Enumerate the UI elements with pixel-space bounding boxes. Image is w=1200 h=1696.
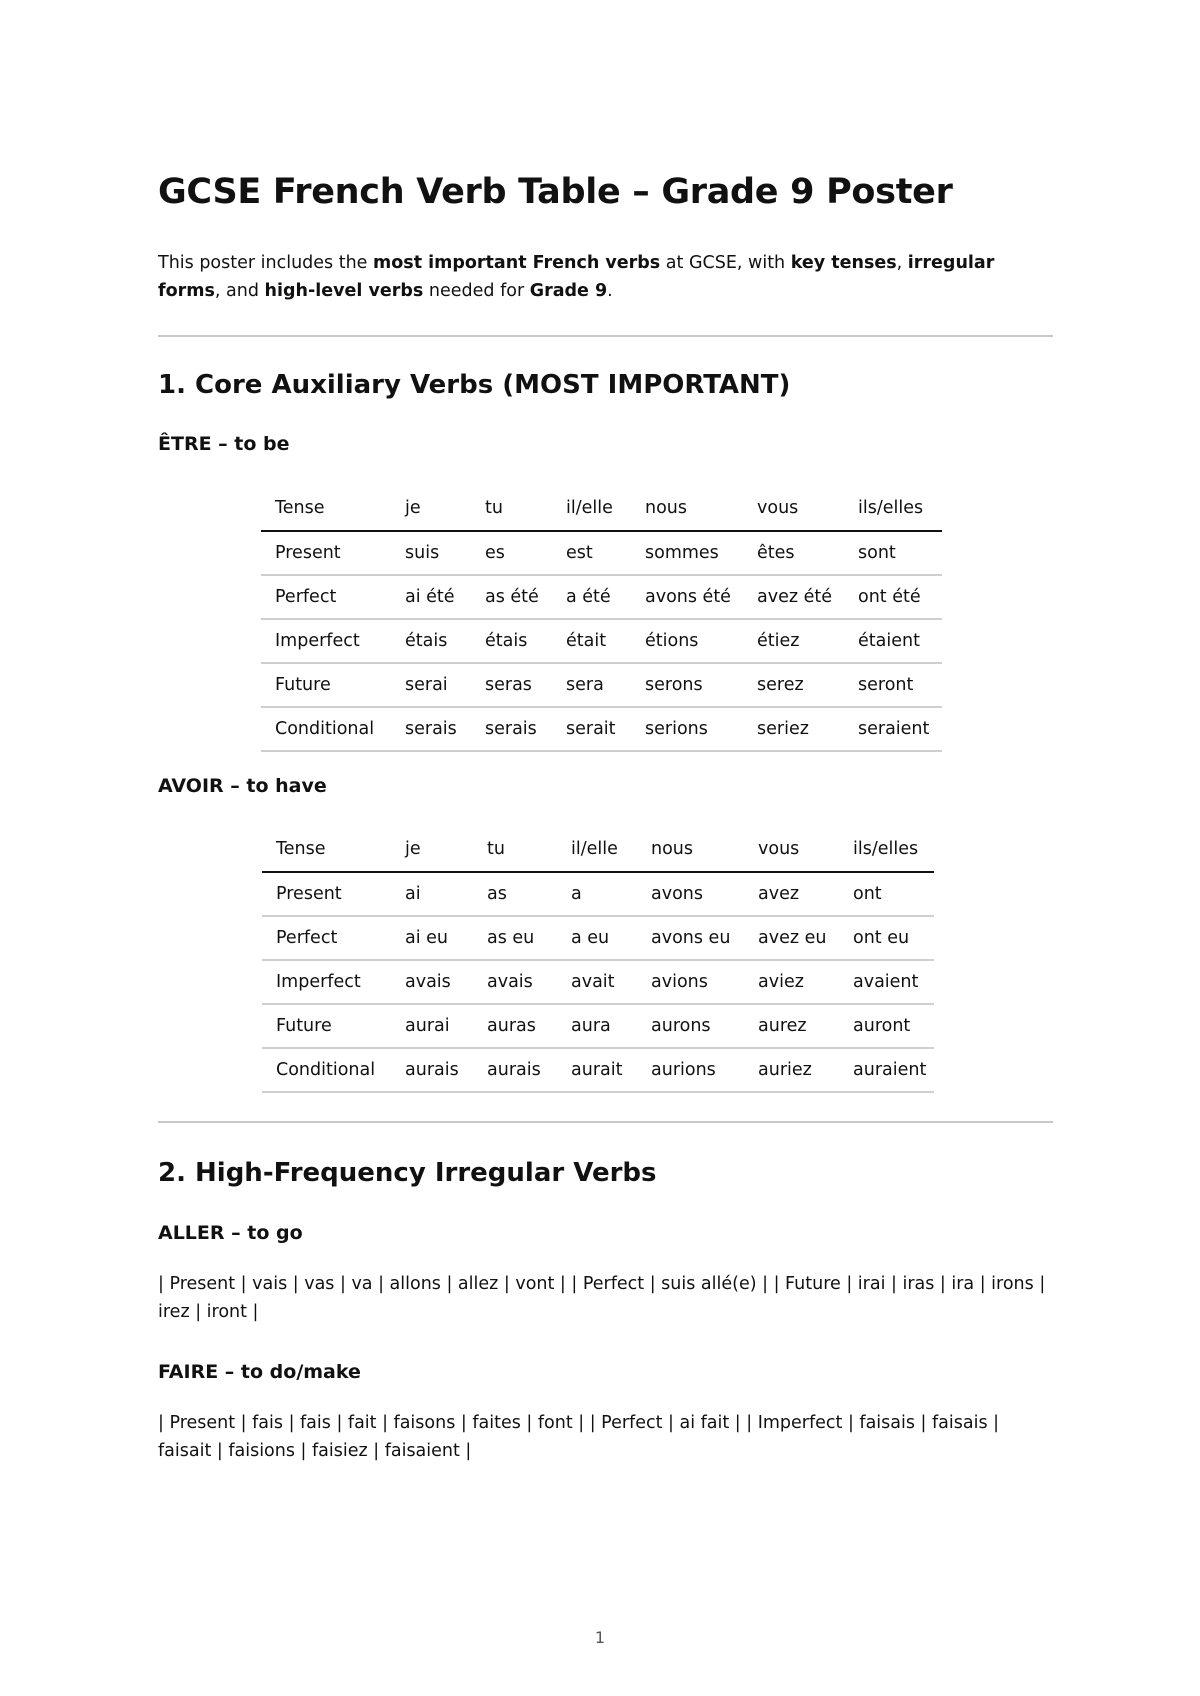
tense-cell: Imperfect (261, 619, 391, 663)
conjugation-cell: ont été (844, 575, 942, 619)
table-row (262, 1004, 934, 1048)
column-header: vous (744, 827, 839, 872)
aller-conjugation-text: | Present | vais | vas | va | allons | allez | vont | | Perfect | suis allé(e) | | Future | irai | iras | ira | irons | irez | iront | (158, 1274, 1046, 1322)
conjugation-cell: sommes (631, 531, 743, 575)
conjugation-cell: avaient (839, 960, 934, 1004)
conjugation-cell: avons (637, 872, 744, 916)
table-row (261, 619, 942, 663)
conjugation-cell: aurons (637, 1004, 744, 1048)
conjugation-cell: auront (839, 1004, 934, 1048)
tense-cell: Future (262, 1004, 391, 1048)
verb-heading-faire: FAIRE – to do/make (158, 1361, 361, 1383)
verb-heading-etre: ÊTRE – to be (158, 433, 290, 455)
conjugation-cell: serez (743, 663, 844, 707)
avoir-conjugation-table (262, 827, 934, 1093)
conjugation-cell: avez eu (744, 916, 839, 960)
conjugation-cell: aurez (744, 1004, 839, 1048)
page-number: 1 (594, 1628, 606, 1647)
conjugation-cell: avons été (631, 575, 743, 619)
intro-paragraph (158, 249, 1053, 305)
conjugation-cell: a (557, 872, 637, 916)
table-row (261, 707, 942, 751)
conjugation-cell: as eu (473, 916, 557, 960)
column-header: nous (631, 486, 743, 531)
conjugation-cell: êtes (743, 531, 844, 575)
intro-bold: key tenses (790, 253, 897, 273)
etre-conjugation-table (261, 486, 942, 752)
page-title: GCSE French Verb Table – Grade 9 Poster (158, 172, 953, 212)
tense-cell: Future (261, 663, 391, 707)
column-header: Tense (262, 827, 391, 872)
tense-cell: Present (262, 872, 391, 916)
section-divider (158, 1121, 1053, 1123)
conjugation-cell: aura (557, 1004, 637, 1048)
conjugation-cell: est (552, 531, 631, 575)
column-header: je (391, 486, 471, 531)
conjugation-cell: ont eu (839, 916, 934, 960)
verb-heading-aller: ALLER – to go (158, 1222, 303, 1244)
conjugation-cell: avait (557, 960, 637, 1004)
conjugation-cell: seriez (743, 707, 844, 751)
conjugation-cell: avez été (743, 575, 844, 619)
conjugation-cell: ai (391, 872, 473, 916)
conjugation-cell: as été (471, 575, 552, 619)
conjugation-cell: serons (631, 663, 743, 707)
column-header: tu (473, 827, 557, 872)
conjugation-cell: avais (391, 960, 473, 1004)
conjugation-cell: avais (473, 960, 557, 1004)
conjugation-cell: aurai (391, 1004, 473, 1048)
conjugation-cell: auras (473, 1004, 557, 1048)
column-header: tu (471, 486, 552, 531)
table-row (262, 960, 934, 1004)
section-heading-irregular-verbs: 2. High-Frequency Irregular Verbs (158, 1158, 657, 1188)
table-header-row (262, 827, 934, 872)
conjugation-cell: seront (844, 663, 942, 707)
conjugation-cell: avions (637, 960, 744, 1004)
column-header: ils/elles (844, 486, 942, 531)
conjugation-cell: était (552, 619, 631, 663)
conjugation-cell: aurais (391, 1048, 473, 1092)
intro-text: , and (214, 281, 265, 301)
intro-text: , (896, 253, 908, 273)
conjugation-cell: avez (744, 872, 839, 916)
conjugation-cell: seras (471, 663, 552, 707)
conjugation-cell: aviez (744, 960, 839, 1004)
table-row (261, 663, 942, 707)
column-header: il/elle (557, 827, 637, 872)
intro-bold: most important French verbs (373, 253, 661, 273)
conjugation-cell: as (473, 872, 557, 916)
tense-cell: Conditional (261, 707, 391, 751)
table-row (261, 575, 942, 619)
table-row (261, 531, 942, 575)
tense-cell: Present (261, 531, 391, 575)
conjugation-cell: aurait (557, 1048, 637, 1092)
conjugation-cell: étais (391, 619, 471, 663)
conjugation-cell: étiez (743, 619, 844, 663)
intro-text: at GCSE, with (660, 253, 791, 273)
column-header: ils/elles (839, 827, 934, 872)
intro-bold: Grade 9 (529, 281, 608, 301)
table-header-row (261, 486, 942, 531)
tense-cell: Imperfect (262, 960, 391, 1004)
conjugation-cell: aurais (473, 1048, 557, 1092)
section-divider (158, 335, 1053, 337)
table-row (262, 872, 934, 916)
conjugation-cell: serais (471, 707, 552, 751)
conjugation-cell: étais (471, 619, 552, 663)
table-row (262, 1048, 934, 1092)
conjugation-cell: serait (552, 707, 631, 751)
conjugation-cell: es (471, 531, 552, 575)
conjugation-cell: auriez (744, 1048, 839, 1092)
tense-cell: Perfect (262, 916, 391, 960)
conjugation-cell: a été (552, 575, 631, 619)
faire-conjugation-text: | Present | fais | fais | fait | faisons | faites | font | | Perfect | ai fait | | Imperfect | faisais | faisais | faisait | faisions | faisiez | faisaient | (158, 1413, 1000, 1461)
conjugation-cell: ont (839, 872, 934, 916)
conjugation-cell: ai été (391, 575, 471, 619)
conjugation-cell: serions (631, 707, 743, 751)
section-heading-core-auxiliary: 1. Core Auxiliary Verbs (MOST IMPORTANT) (158, 370, 791, 400)
conjugation-cell: auraient (839, 1048, 934, 1092)
tense-cell: Conditional (262, 1048, 391, 1092)
intro-text: . (607, 281, 613, 301)
conjugation-cell: seraient (844, 707, 942, 751)
conjugation-cell: sont (844, 531, 942, 575)
intro-bold: high-level verbs (264, 281, 424, 301)
tense-cell: Perfect (261, 575, 391, 619)
column-header: je (391, 827, 473, 872)
conjugation-cell: avons eu (637, 916, 744, 960)
conjugation-cell: serai (391, 663, 471, 707)
intro-text: needed for (423, 281, 530, 301)
conjugation-cell: a eu (557, 916, 637, 960)
conjugation-cell: aurions (637, 1048, 744, 1092)
intro-text: This poster includes the (158, 253, 374, 273)
column-header: Tense (261, 486, 391, 531)
conjugation-cell: sera (552, 663, 631, 707)
intro-bold: irregular forms (158, 253, 995, 301)
column-header: il/elle (552, 486, 631, 531)
conjugation-cell: suis (391, 531, 471, 575)
table-row (262, 916, 934, 960)
verb-heading-avoir: AVOIR – to have (158, 775, 327, 797)
conjugation-cell: ai eu (391, 916, 473, 960)
column-header: nous (637, 827, 744, 872)
conjugation-cell: étions (631, 619, 743, 663)
conjugation-cell: étaient (844, 619, 942, 663)
conjugation-cell: serais (391, 707, 471, 751)
column-header: vous (743, 486, 844, 531)
